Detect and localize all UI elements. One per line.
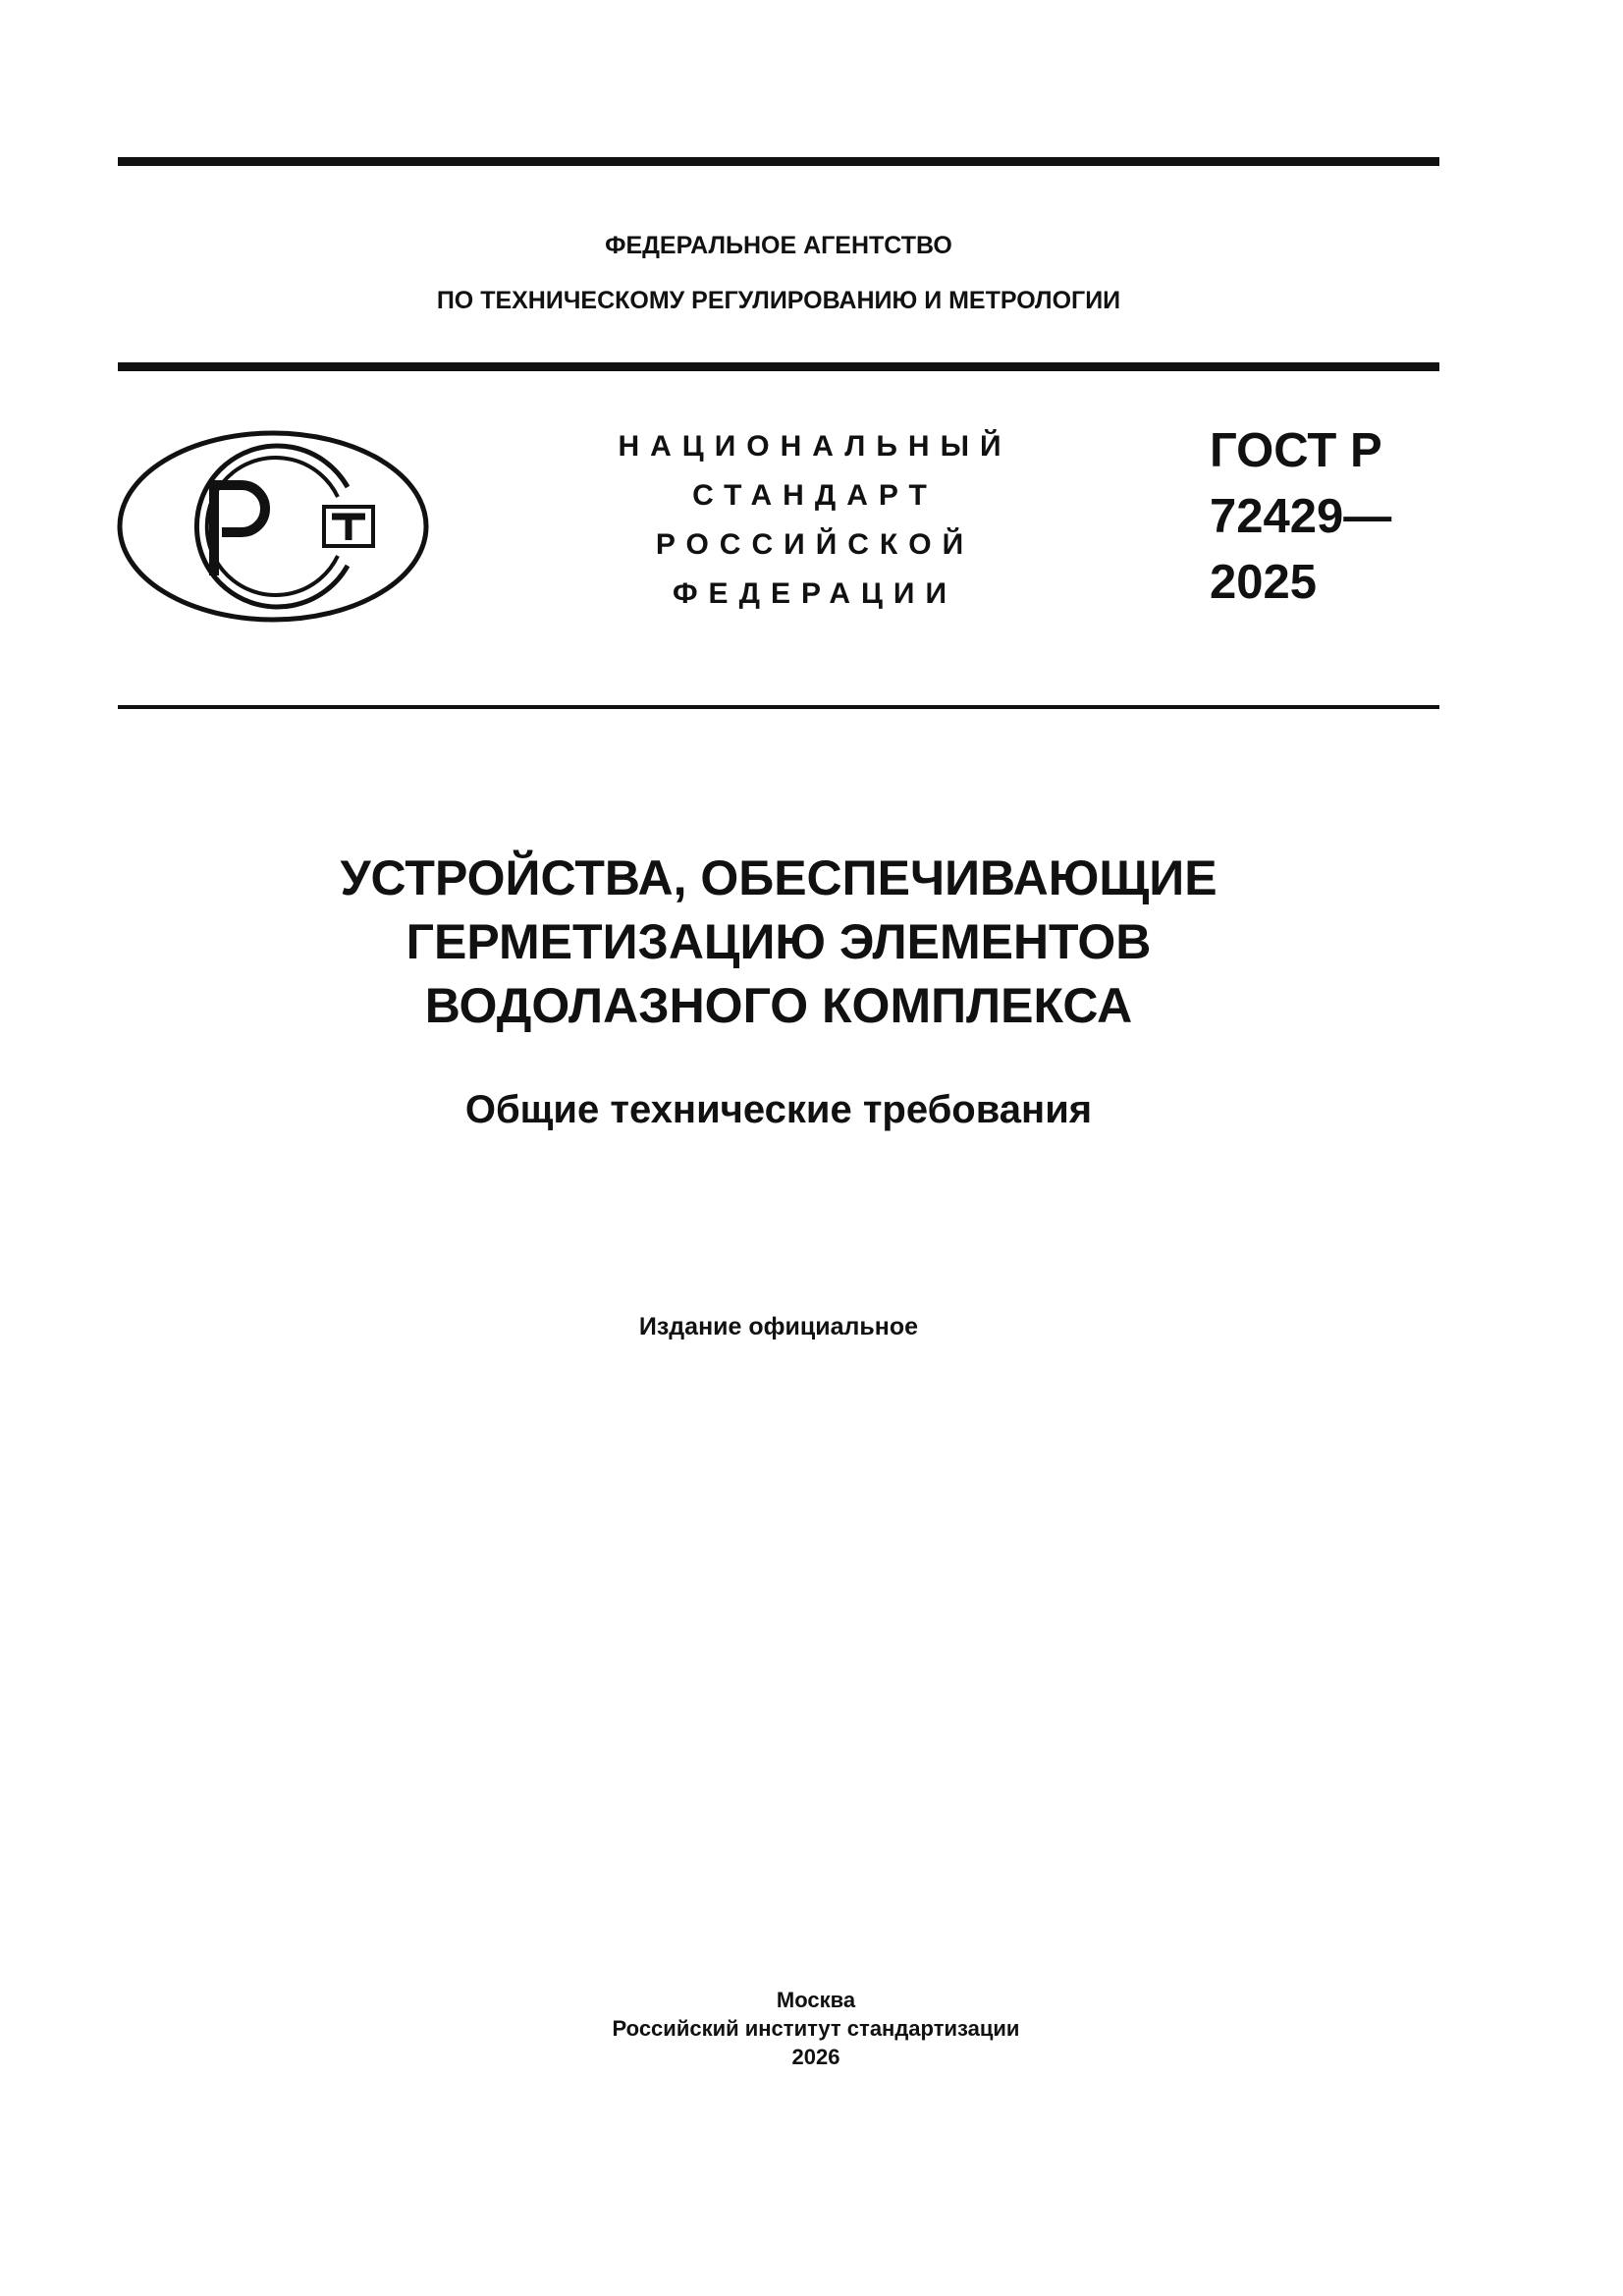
document-subtitle: Общие технические требования <box>464 1088 1093 1131</box>
title-line-2: ГЕРМЕТИЗАЦИЮ ЭЛЕМЕНТОВ <box>406 914 1152 969</box>
agency-line-2: ПО ТЕХНИЧЕСКОМУ РЕГУЛИРОВАНИЮ И МЕТРОЛОГИИ <box>436 287 1121 314</box>
standard-designation <box>1210 418 1391 616</box>
agency-line-1: ФЕДЕРАЛЬНОЕ АГЕНТСТВО <box>605 232 952 259</box>
edition-label: Издание официальное <box>638 1313 919 1340</box>
title-line-1: УСТРОЙСТВА, ОБЕСПЕЧИВАЮЩИЕ <box>340 850 1217 905</box>
imprint-publisher: Российский институт стандартизации <box>612 2016 1020 2041</box>
imprint-year: 2026 <box>791 2045 840 2069</box>
national-line-3: РОССИЙСКОЙ <box>655 528 975 561</box>
designation-line-3: 2025 <box>1210 556 1318 609</box>
imprint-city: Москва <box>776 1988 856 2012</box>
title-line-3: ВОДОЛАЗНОГО КОМПЛЕКСА <box>424 978 1133 1033</box>
national-line-2: СТАНДАРТ <box>692 479 938 512</box>
designation-line-2: 72429— <box>1210 490 1392 543</box>
header-bottom-rule <box>118 705 1439 709</box>
top-rule <box>118 157 1439 166</box>
national-line-4: ФЕДЕРАЦИИ <box>672 577 958 610</box>
designation-line-1: ГОСТ Р <box>1210 424 1382 477</box>
agency-bottom-rule <box>118 362 1439 371</box>
national-standard-heading <box>550 422 1080 619</box>
rst-certification-mark-icon <box>116 428 432 625</box>
agency-block <box>118 218 1439 328</box>
document-title <box>118 847 1439 1038</box>
national-line-1: НАЦИОНАЛЬНЫЙ <box>618 430 1012 463</box>
imprint <box>118 1986 1514 2071</box>
